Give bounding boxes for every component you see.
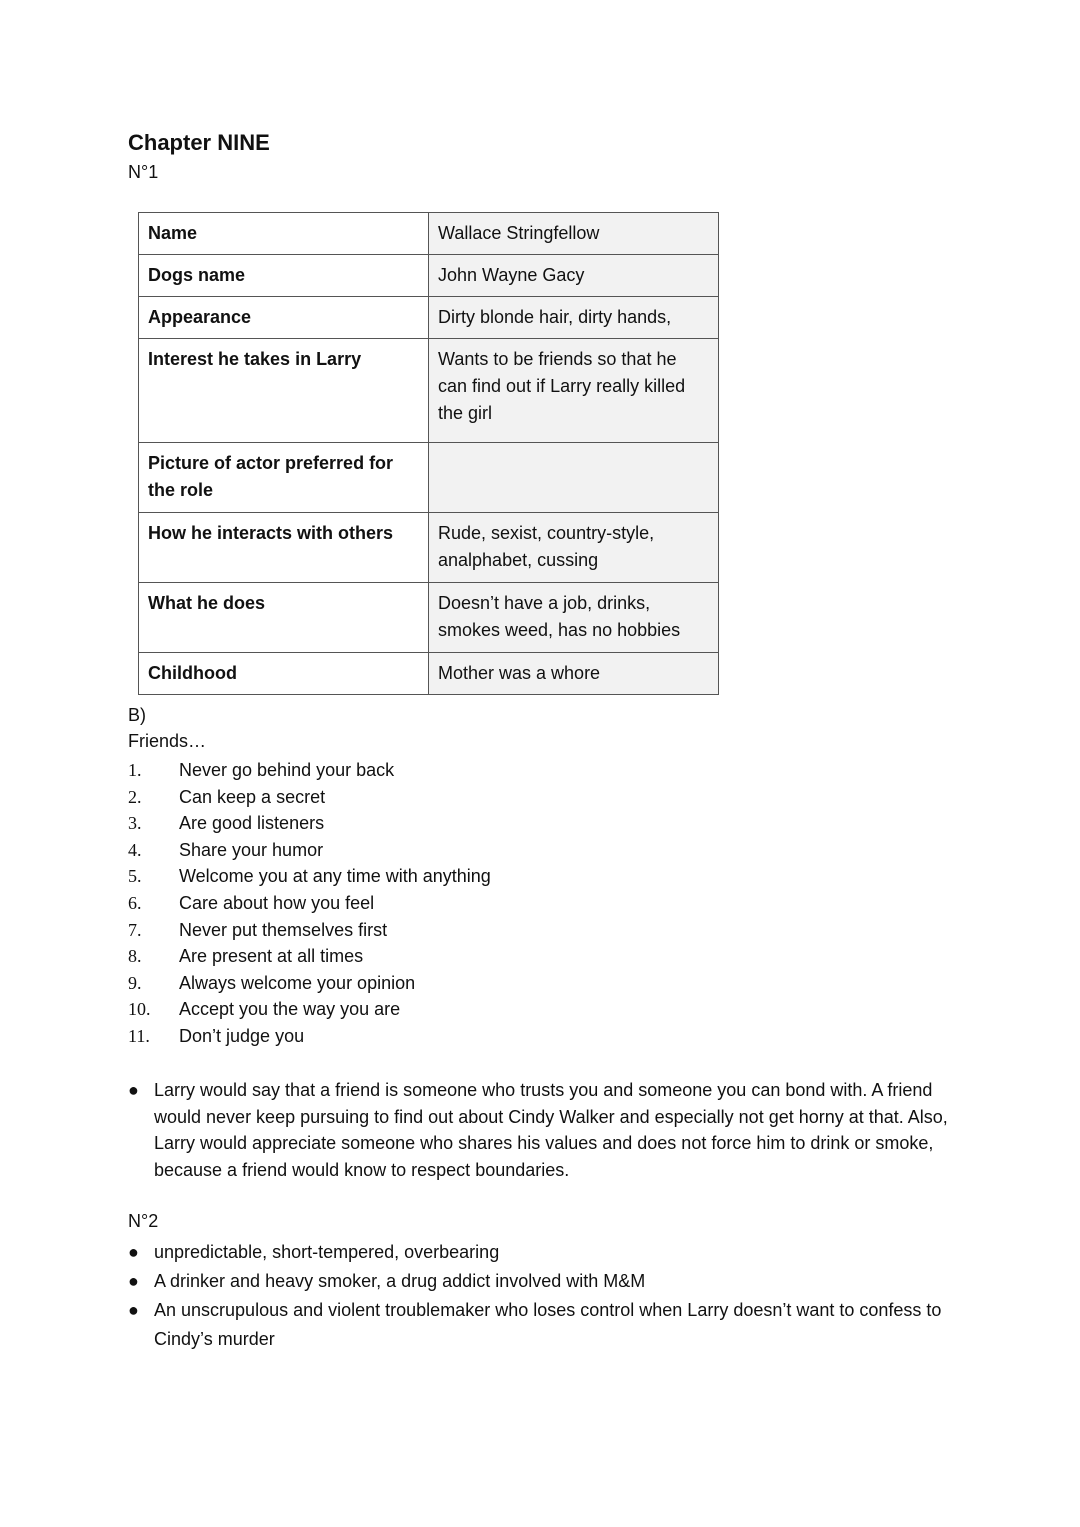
row-label: Picture of actor preferred for the role <box>139 443 429 513</box>
item-text: Can keep a secret <box>179 786 326 807</box>
bullet-icon: ● <box>128 1271 139 1291</box>
item-text: Are present at all times <box>179 946 364 967</box>
section-number-2: N°2 <box>128 1211 159 1231</box>
item-text: A drinker and heavy smoker, a drug addict involved with M&M <box>154 1271 646 1291</box>
item-text: Welcome you at any time with anything <box>179 866 491 887</box>
item-number: 9. <box>128 972 142 993</box>
bullet-icon: ● <box>128 1080 139 1100</box>
item-number: 8. <box>128 946 142 967</box>
item-number: 2. <box>128 786 142 807</box>
row-label: Appearance <box>139 297 429 339</box>
list-item <box>128 837 491 864</box>
row-value: Doesn’t have a job, drinks, smokes weed, has no hobbies <box>429 583 719 653</box>
item-number: 11. <box>128 1025 150 1046</box>
list-item <box>128 810 491 837</box>
item-text: Always welcome your opinion <box>179 972 416 993</box>
row-label: What he does <box>139 583 429 653</box>
paragraph-text: Larry would say that a friend is someone who trusts you and someone you can bond with. A friend would never keep pursuing to find out about Cindy Walker and especially not get horny at that. Also, Larry would appreciate someone who shares his values and does not force him to drink or smoke, because a friend would know to respect boundaries. <box>154 1080 948 1180</box>
list-item <box>128 1267 978 1296</box>
item-text: An unscrupulous and violent troublemaker who loses control when Larry doesn’t want to confess to Cindy’s murder <box>154 1300 942 1349</box>
list-item <box>128 996 491 1023</box>
list-item <box>128 1023 491 1050</box>
table-row <box>139 583 719 653</box>
section-number: N°1 <box>128 162 159 182</box>
item-text: Don’t judge you <box>179 1025 305 1046</box>
bullet-icon: ● <box>128 1242 139 1262</box>
list-item <box>128 890 491 917</box>
row-value: Mother was a whore <box>429 653 719 695</box>
list-item <box>128 1238 978 1267</box>
item-number: 7. <box>128 919 142 940</box>
part-b-label: B) <box>128 705 146 725</box>
row-label: Name <box>139 213 429 255</box>
item-text: Are good listeners <box>179 813 325 834</box>
row-value: Wants to be friends so that he can find out if Larry really killed the girl <box>429 339 719 443</box>
row-label: Childhood <box>139 653 429 695</box>
item-text: unpredictable, short-tempered, overbearing <box>154 1242 500 1262</box>
list-item <box>128 943 491 970</box>
item-number: 1. <box>128 760 142 780</box>
table-row <box>139 513 719 583</box>
item-text: Never go behind your back <box>179 760 395 780</box>
list-item <box>128 784 491 811</box>
table-row <box>139 255 719 297</box>
list-item <box>128 863 491 890</box>
table-row <box>139 653 719 695</box>
list-item <box>128 1296 978 1354</box>
friend-definition-paragraph <box>128 1077 978 1183</box>
row-label: Interest he takes in Larry <box>139 339 429 443</box>
row-value: Rude, sexist, country-style, analphabet, cussing <box>429 513 719 583</box>
item-number: 6. <box>128 892 142 913</box>
list-item <box>128 917 491 944</box>
item-number: 3. <box>128 813 142 834</box>
page-title: Chapter NINE <box>128 130 270 155</box>
item-number: 4. <box>128 839 142 860</box>
bullet-icon: ● <box>128 1300 139 1320</box>
list-item <box>128 970 491 997</box>
row-value: Wallace Stringfellow <box>429 213 719 255</box>
traits-list <box>128 1238 978 1354</box>
item-text: Never put themselves first <box>179 919 388 940</box>
table-row <box>139 213 719 255</box>
table-row <box>139 297 719 339</box>
list-item <box>128 757 491 784</box>
table-row <box>139 339 719 443</box>
row-value: John Wayne Gacy <box>429 255 719 297</box>
row-label: Dogs name <box>139 255 429 297</box>
item-text: Care about how you feel <box>179 892 375 913</box>
row-label: How he interacts with others <box>139 513 429 583</box>
item-text: Share your humor <box>179 839 324 860</box>
table-row <box>139 443 719 513</box>
friends-intro: Friends… <box>128 731 207 751</box>
character-profile-table <box>138 212 719 695</box>
friends-list <box>128 757 491 1050</box>
item-number: 5. <box>128 866 142 887</box>
row-value <box>429 443 719 513</box>
row-value: Dirty blonde hair, dirty hands, <box>429 297 719 339</box>
item-number: 10. <box>128 999 151 1020</box>
item-text: Accept you the way you are <box>179 999 401 1020</box>
